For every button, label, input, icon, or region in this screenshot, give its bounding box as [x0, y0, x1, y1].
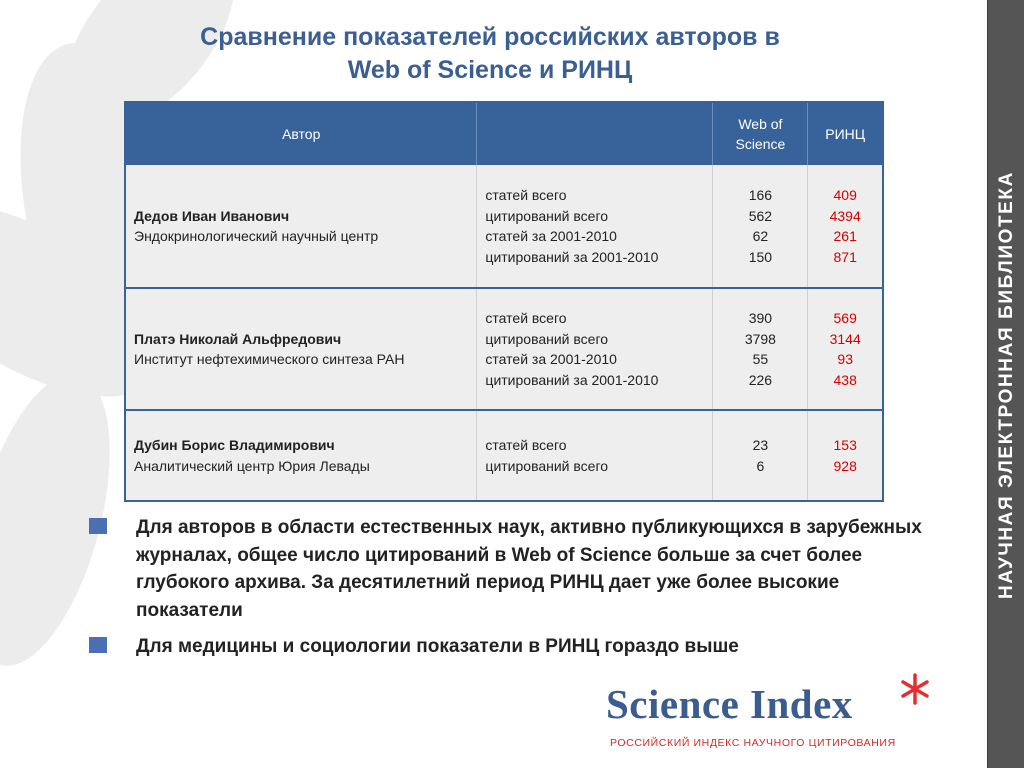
metric-label: статей всего: [485, 437, 567, 453]
author-cell: [125, 165, 477, 288]
wos-values-cell: [713, 288, 808, 410]
wos-value: 55: [752, 351, 769, 367]
metric-label: статей за 2001-2010: [485, 228, 617, 244]
bullet-square-icon: [89, 637, 107, 653]
rinc-value: 569: [833, 310, 857, 326]
metric-label: статей всего: [485, 187, 567, 203]
logo-subtitle: РОССИЙСКИЙ ИНДЕКС НАУЧНОГО ЦИТИРОВАНИЯ: [610, 737, 896, 749]
rinc-value: 928: [833, 457, 857, 474]
bullet-list: [86, 514, 936, 670]
header-rinc: РИНЦ: [808, 102, 883, 165]
logo-wordmark: Science Index: [606, 681, 853, 727]
wos-value: 390: [748, 310, 773, 326]
rinc-values-cell: [808, 165, 883, 288]
bullet-text: Для авторов в области естественных наук, активно публикующихся в зарубежных журналах, общее число цитирований в Web of Science больше за счет более глубокого архива. За десятилетний период РИНЦ дает уже более высокие показатели: [136, 517, 922, 621]
rinc-value: 261: [833, 228, 857, 244]
bullet-item: [86, 633, 936, 661]
metric-cell: [477, 288, 713, 410]
rinc-value: 3144: [829, 330, 861, 347]
author-organization: Эндокринологический научный центр: [134, 228, 379, 244]
page-title: [120, 21, 860, 87]
metric-label: статей за 2001-2010: [485, 351, 617, 367]
wos-value: 166: [748, 187, 773, 203]
header-web-of-science: Web of Science: [713, 102, 808, 165]
sidebar-label: НАУЧНАЯ ЭЛЕКТРОННАЯ БИБЛИОТЕКА: [996, 171, 1017, 599]
metric-label: цитирований всего: [485, 207, 609, 224]
science-index-logo: [606, 680, 936, 752]
wos-value: 6: [756, 457, 765, 474]
wos-value: 62: [752, 228, 769, 244]
wos-value: 562: [748, 207, 773, 224]
table-row: [125, 410, 883, 501]
metric-cell: [477, 165, 713, 288]
bullet-text: Для медицины и социологии показатели в РИНЦ гораздо выше: [136, 636, 739, 657]
author-name: Платэ Николай Альфредович: [134, 330, 342, 347]
author-cell: [125, 410, 477, 501]
rinc-values-cell: [808, 410, 883, 501]
rinc-value: 871: [833, 248, 857, 265]
table-row: [125, 165, 883, 288]
rinc-value: 93: [837, 351, 853, 367]
metric-label: статей всего: [485, 310, 567, 326]
author-name: Дубин Борис Владимирович: [134, 437, 335, 453]
wos-value: 23: [752, 437, 769, 453]
comparison-table: [124, 101, 884, 502]
asterisk-icon: [898, 672, 932, 706]
author-organization: Институт нефтехимического синтеза РАН: [134, 351, 405, 367]
bullet-square-icon: [89, 518, 107, 534]
wos-value: 3798: [744, 330, 776, 347]
rinc-value: 4394: [829, 207, 861, 224]
metric-label: цитирований всего: [485, 330, 609, 347]
wos-values-cell: [713, 165, 808, 288]
wos-value: 226: [748, 371, 773, 388]
rinc-value: 409: [833, 187, 857, 203]
author-cell: [125, 288, 477, 410]
table-row: [125, 288, 883, 410]
table-header-row: [125, 102, 883, 165]
bullet-item: [86, 514, 936, 624]
rinc-value: 153: [833, 437, 857, 453]
metric-label: цитирований всего: [485, 457, 609, 474]
wos-value: 150: [748, 248, 773, 265]
page-title-line-2: Web of Science и РИНЦ: [347, 56, 633, 84]
header-metric: [477, 102, 713, 165]
page-title-line-1: Сравнение показателей российских авторов в: [200, 23, 780, 51]
header-author: Автор: [125, 102, 477, 165]
metric-cell: [477, 410, 713, 501]
rinc-values-cell: [808, 288, 883, 410]
metric-label: цитирований за 2001-2010: [485, 371, 659, 388]
wos-values-cell: [713, 410, 808, 501]
author-organization: Аналитический центр Юрия Левады: [134, 457, 370, 474]
rinc-value: 438: [833, 371, 857, 388]
metric-label: цитирований за 2001-2010: [485, 248, 659, 265]
author-name: Дедов Иван Иванович: [134, 207, 290, 224]
